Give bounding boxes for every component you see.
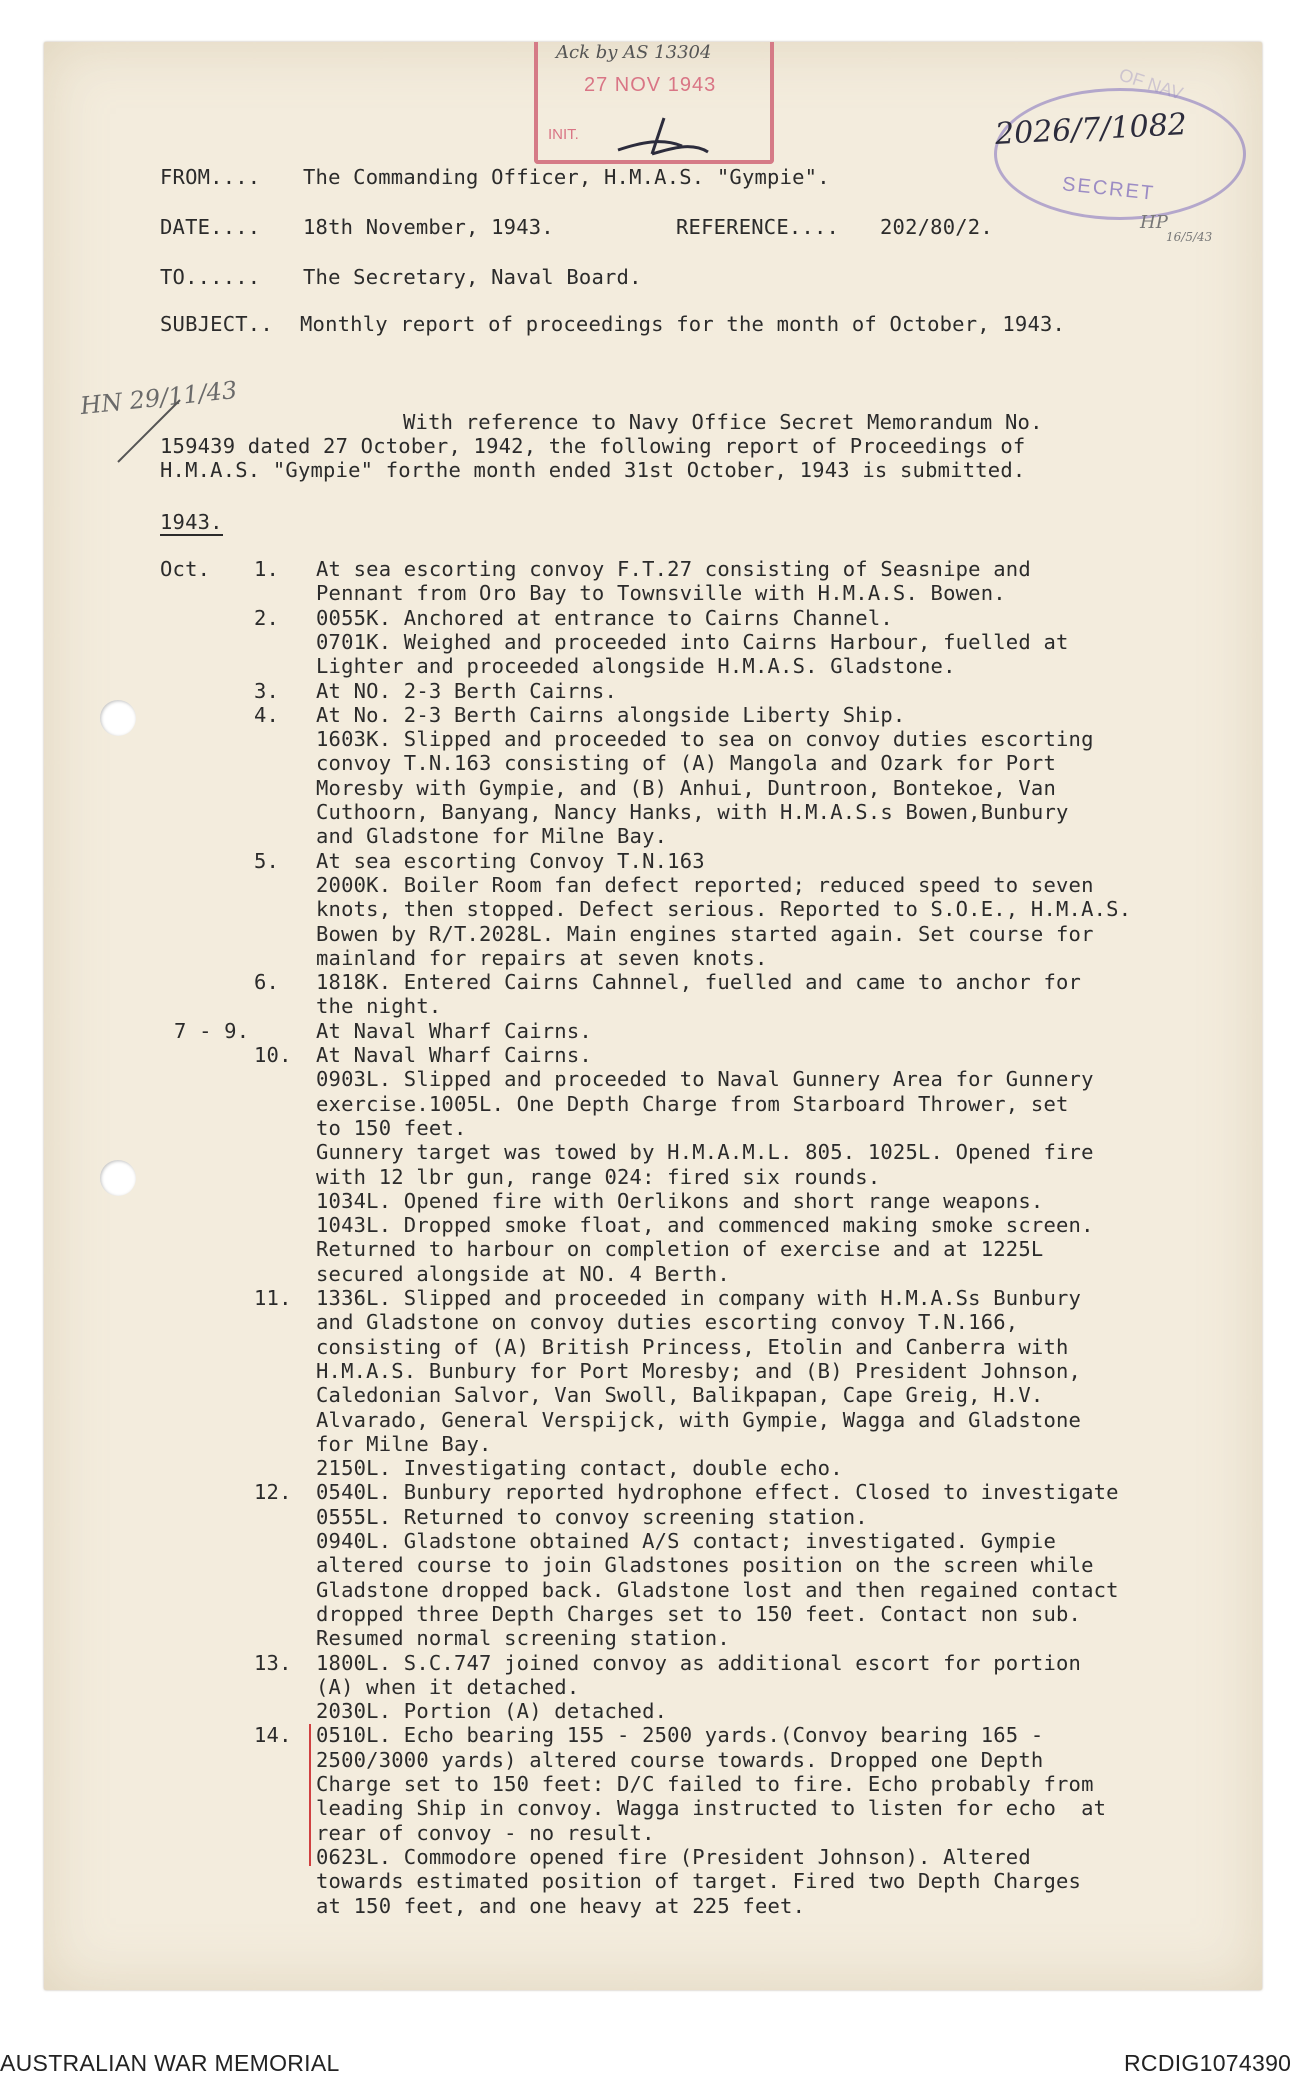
entry-line: altered course to join Gladstones position on the screen while xyxy=(316,1553,1094,1578)
entry-line: 0540L. Bunbury reported hydrophone effect. Closed to investigate xyxy=(316,1480,1119,1505)
entry-line: Caledonian Salvor, Van Swoll, Balikpapan, Cape Greig, H.V. xyxy=(316,1383,1044,1408)
entry-line: 0940L. Gladstone obtained A/S contact; investigated. Gympie xyxy=(316,1529,1056,1553)
subject-label: SUBJECT.. xyxy=(160,312,273,336)
entry-line: 0701K. Weighed and proceeded into Cairns Harbour, fuelled at xyxy=(316,629,1069,654)
entry-line: At Naval Wharf Cairns. xyxy=(316,1043,592,1067)
entry-day: 3. xyxy=(254,678,280,703)
intro-line-3: H.M.A.S. "Gympie" forthe month ended 31st October, 1943 is submitted. xyxy=(160,458,1026,482)
red-margin-mark xyxy=(300,1720,320,1870)
entry-day: 11. xyxy=(254,1286,292,1310)
entry-line: and Gladstone on convoy duties escorting convoy T.N.166, xyxy=(316,1310,1019,1335)
reference-value: 202/80/2. xyxy=(880,215,993,239)
reference-label: REFERENCE.... xyxy=(676,215,840,239)
entry-line: At sea escorting Convoy T.N.163 xyxy=(316,848,705,873)
to-value: The Secretary, Naval Board. xyxy=(303,265,642,289)
entry-line: 2000K. Boiler Room fan defect reported; reduced speed to seven xyxy=(316,872,1094,897)
init-label: INIT. xyxy=(548,126,579,143)
initials-signature xyxy=(612,112,722,160)
entry-line: 1800L. S.C.747 joined convoy as additional escort for portion xyxy=(316,1650,1082,1675)
entry-line: Resumed normal screening station. xyxy=(316,1626,730,1651)
hp-date: 16/5/43 xyxy=(1166,230,1213,244)
entry-line: and Gladstone for Milne Bay. xyxy=(316,824,668,849)
footer-identifier: RCDIG1074390 xyxy=(1124,2050,1292,2076)
entry-day: 12. xyxy=(254,1480,292,1505)
entry-line: Alvarado, General Verspijck, with Gympie, Wagga and Gladstone xyxy=(316,1407,1082,1432)
entry-line: secured alongside at NO. 4 Berth. xyxy=(316,1261,730,1286)
entry-line: with 12 lbr gun, range 024: fired six rounds. xyxy=(316,1164,881,1189)
entry-line: at 150 feet, and one heavy at 225 feet. xyxy=(316,1893,806,1918)
year-heading: 1943. xyxy=(160,510,223,534)
entry-line: rear of convoy - no result. xyxy=(316,1820,655,1845)
entry-line: 0055K. Anchored at entrance to Cairns Channel. xyxy=(316,605,893,630)
entry-line: Charge set to 150 feet: D/C failed to fire. Echo probably from xyxy=(316,1772,1094,1796)
entry-line: 2030L. Portion (A) detached. xyxy=(316,1699,668,1724)
entry-line: 2500/3000 yards) altered course towards. Dropped one Depth xyxy=(316,1747,1044,1772)
entry-day: 2. xyxy=(254,605,280,630)
entry-day: 1. xyxy=(254,557,280,581)
entry-line: for Milne Bay. xyxy=(316,1431,492,1456)
intro-line-1: With reference to Navy Office Secret Memorandum No. xyxy=(403,410,1043,434)
entry-day: 13. xyxy=(254,1650,292,1675)
entry-line: mainland for repairs at seven knots. xyxy=(316,945,768,970)
entry-line: to 150 feet. xyxy=(316,1115,467,1140)
entry-line: 1336L. Slipped and proceeded in company with H.M.A.Ss Bunbury xyxy=(316,1286,1082,1310)
entry-line: (A) when it detached. xyxy=(316,1674,580,1699)
entry-line: 1034L. Opened fire with Oerlikons and short range weapons. xyxy=(316,1188,1044,1213)
file-number: 2026/7/1082 xyxy=(994,106,1188,153)
entry-line: 0510L. Echo bearing 155 - 2500 yards.(Convoy bearing 165 - xyxy=(316,1723,1044,1748)
entry-line: Moresby with Gympie, and (B) Anhui, Duntroon, Bontekoe, Van xyxy=(316,775,1056,800)
from-value: The Commanding Officer, H.M.A.S. "Gympie". xyxy=(303,165,830,189)
entry-line: towards estimated position of target. Fired two Depth Charges xyxy=(316,1869,1082,1894)
entry-line: Returned to harbour on completion of exercise and at 1225L xyxy=(316,1237,1044,1262)
entry-line: the night. xyxy=(316,994,442,1019)
entry-line: 0555L. Returned to convoy screening station. xyxy=(316,1504,868,1529)
date-value: 18th November, 1943. xyxy=(303,215,554,239)
entry-line: Cuthoorn, Banyang, Nancy Hanks, with H.M.A.S.s Bowen,Bunbury xyxy=(316,800,1069,824)
entry-day: 10. xyxy=(254,1043,292,1067)
punch-hole-upper xyxy=(100,700,136,736)
entry-line: Lighter and proceeded alongside H.M.A.S. Gladstone. xyxy=(316,654,956,679)
entry-line: 0903L. Slipped and proceeded to Naval Gunnery Area for Gunnery xyxy=(316,1067,1094,1092)
entry-line: Pennant from Oro Bay to Townsville with H.M.A.S. Bowen. xyxy=(316,581,1006,606)
entry-line: At sea escorting convoy F.T.27 consisting of Seasnipe and xyxy=(316,557,1031,581)
entry-line: 1043L. Dropped smoke float, and commenced making smoke screen. xyxy=(316,1213,1094,1238)
entry-line: At NO. 2-3 Berth Cairns. xyxy=(316,678,618,703)
entry-line: dropped three Depth Charges set to 150 feet. Contact non sub. xyxy=(316,1601,1082,1626)
entry-line: convoy T.N.163 consisting of (A) Mangola and Ozark for Port xyxy=(316,751,1056,776)
entry-line: 2150L. Investigating contact, double echo. xyxy=(316,1456,843,1481)
date-label: DATE.... xyxy=(160,215,261,239)
entry-day: 14. xyxy=(254,1723,292,1748)
entry-line: Gladstone dropped back. Gladstone lost and then regained contact xyxy=(316,1577,1119,1602)
hp-note: HP xyxy=(1140,212,1168,233)
to-label: TO...... xyxy=(160,265,261,289)
entry-line: Gunnery target was towed by H.M.A.M.L. 805. 1025L. Opened fire xyxy=(316,1140,1094,1165)
entry-line: Bowen by R/T.2028L. Main engines started again. Set course for xyxy=(316,921,1094,946)
intro-line-2: 159439 dated 27 October, 1942, the following report of Proceedings of xyxy=(160,434,1026,458)
entry-line: H.M.A.S. Bunbury for Port Moresby; and (B) President Johnson, xyxy=(316,1358,1082,1383)
from-label: FROM.... xyxy=(160,165,261,189)
entry-line: knots, then stopped. Defect serious. Reported to S.O.E., H.M.A.S. xyxy=(316,897,1132,922)
month-label: Oct. xyxy=(160,557,211,581)
subject-value: Monthly report of proceedings for the month of October, 1943. xyxy=(300,312,1066,336)
entry-line: leading Ship in convoy. Wagga instructed to listen for echo at xyxy=(316,1796,1107,1821)
entry-day: 6. xyxy=(254,970,280,995)
entry-line: 0623L. Commodore opened fire (President Johnson). Altered xyxy=(316,1844,1031,1869)
entry-line: 1603K. Slipped and proceeded to sea on convoy duties escorting xyxy=(316,727,1094,752)
footer-institution: AUSTRALIAN WAR MEMORIAL xyxy=(0,2050,340,2076)
entry-day: 4. xyxy=(254,702,280,727)
received-date: 27 NOV 1943 xyxy=(584,74,717,96)
entry-day: 7 - 9. xyxy=(174,1018,250,1043)
entry-line: consisting of (A) British Princess, Etolin and Canberra with xyxy=(316,1334,1069,1359)
office-stamp-text: OF NAV xyxy=(1116,64,1186,104)
entry-day: 5. xyxy=(254,848,280,873)
entry-line: At Naval Wharf Cairns. xyxy=(316,1018,592,1043)
entry-line: At No. 2-3 Berth Cairns alongside Liberty Ship. xyxy=(316,702,906,727)
entry-line: exercise.1005L. One Depth Charge from Starboard Thrower, set xyxy=(316,1091,1069,1116)
secret-label: SECRET xyxy=(1061,173,1157,205)
margin-note: HN 29/11/43 xyxy=(78,375,239,421)
punch-hole-lower xyxy=(100,1160,136,1196)
received-note: Ack by AS 13304 xyxy=(556,42,712,63)
entry-line: 1818K. Entered Cairns Cahnnel, fuelled and came to anchor for xyxy=(316,970,1082,995)
